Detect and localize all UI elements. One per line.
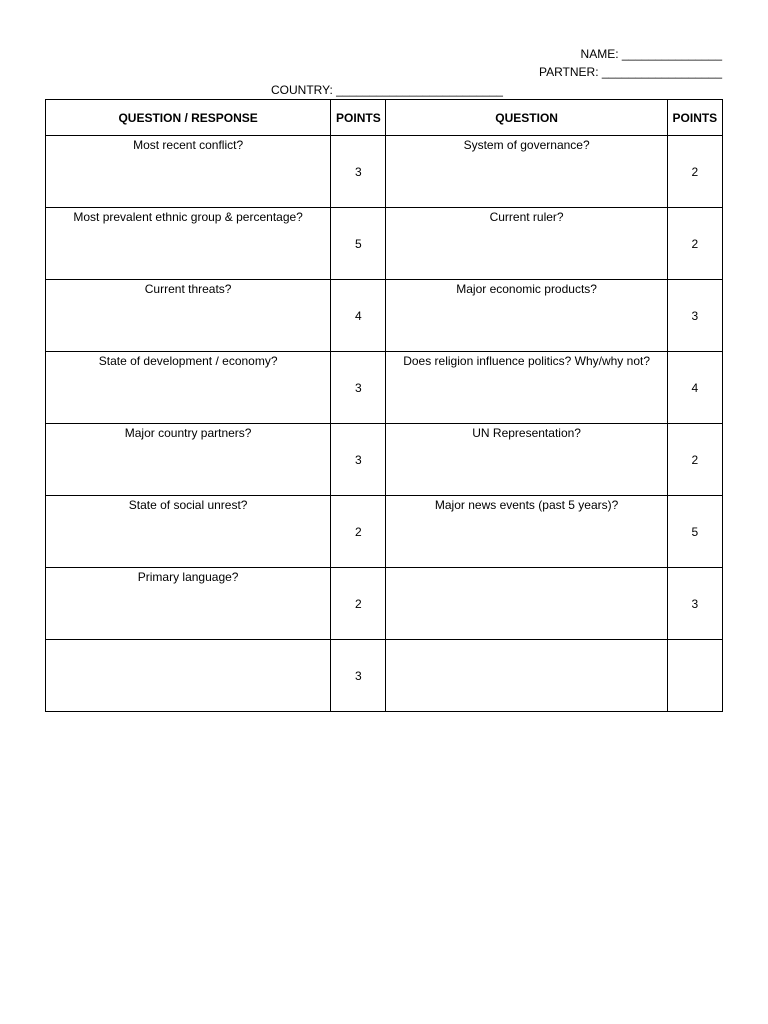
right-question-cell <box>386 640 667 712</box>
table-row <box>46 136 723 208</box>
left-points-cell: 3 <box>331 640 386 712</box>
right-points-cell: 5 <box>667 496 722 568</box>
header-question: QUESTION <box>386 100 667 136</box>
right-points-cell: 3 <box>667 280 722 352</box>
left-question-cell: Major country partners? <box>46 424 331 496</box>
left-question-cell: Most prevalent ethnic group & percentage? <box>46 208 331 280</box>
right-question-cell: Major economic products? <box>386 280 667 352</box>
right-question-cell: UN Representation? <box>386 424 667 496</box>
table-row <box>46 568 723 640</box>
country-field-line: COUNTRY: _________________________ <box>271 83 503 97</box>
left-question-cell: Primary language? <box>46 568 331 640</box>
left-question-cell: Most recent conflict? <box>46 136 331 208</box>
right-points-cell: 4 <box>667 352 722 424</box>
partner-field-line: PARTNER: __________________ <box>538 65 722 79</box>
left-points-cell: 2 <box>331 568 386 640</box>
left-question-cell: State of development / economy? <box>46 352 331 424</box>
right-question-cell: Current ruler? <box>386 208 667 280</box>
right-points-cell <box>667 640 722 712</box>
left-points-cell: 4 <box>331 280 386 352</box>
left-points-cell: 5 <box>331 208 386 280</box>
table-row <box>46 496 723 568</box>
left-question-cell <box>46 640 331 712</box>
right-question-cell: Major news events (past 5 years)? <box>386 496 667 568</box>
right-points-cell: 2 <box>667 136 722 208</box>
left-points-cell: 3 <box>331 352 386 424</box>
left-points-cell: 3 <box>331 424 386 496</box>
right-question-cell <box>386 568 667 640</box>
question-points-table <box>45 99 723 712</box>
header-points-right: POINTS <box>667 100 722 136</box>
left-points-cell: 3 <box>331 136 386 208</box>
right-question-cell: Does religion influence politics? Why/why not? <box>386 352 667 424</box>
header-question-response: QUESTION / RESPONSE <box>46 100 331 136</box>
header-points-left: POINTS <box>331 100 386 136</box>
left-question-cell: State of social unrest? <box>46 496 331 568</box>
right-points-cell: 2 <box>667 208 722 280</box>
table-row <box>46 352 723 424</box>
right-points-cell: 2 <box>667 424 722 496</box>
table-row <box>46 208 723 280</box>
right-points-cell: 3 <box>667 568 722 640</box>
table-row <box>46 640 723 712</box>
name-field-line: NAME: _______________ <box>580 47 722 61</box>
right-question-cell: System of governance? <box>386 136 667 208</box>
table-header-row <box>46 100 723 136</box>
table-row <box>46 280 723 352</box>
table-row <box>46 424 723 496</box>
left-question-cell: Current threats? <box>46 280 331 352</box>
left-points-cell: 2 <box>331 496 386 568</box>
